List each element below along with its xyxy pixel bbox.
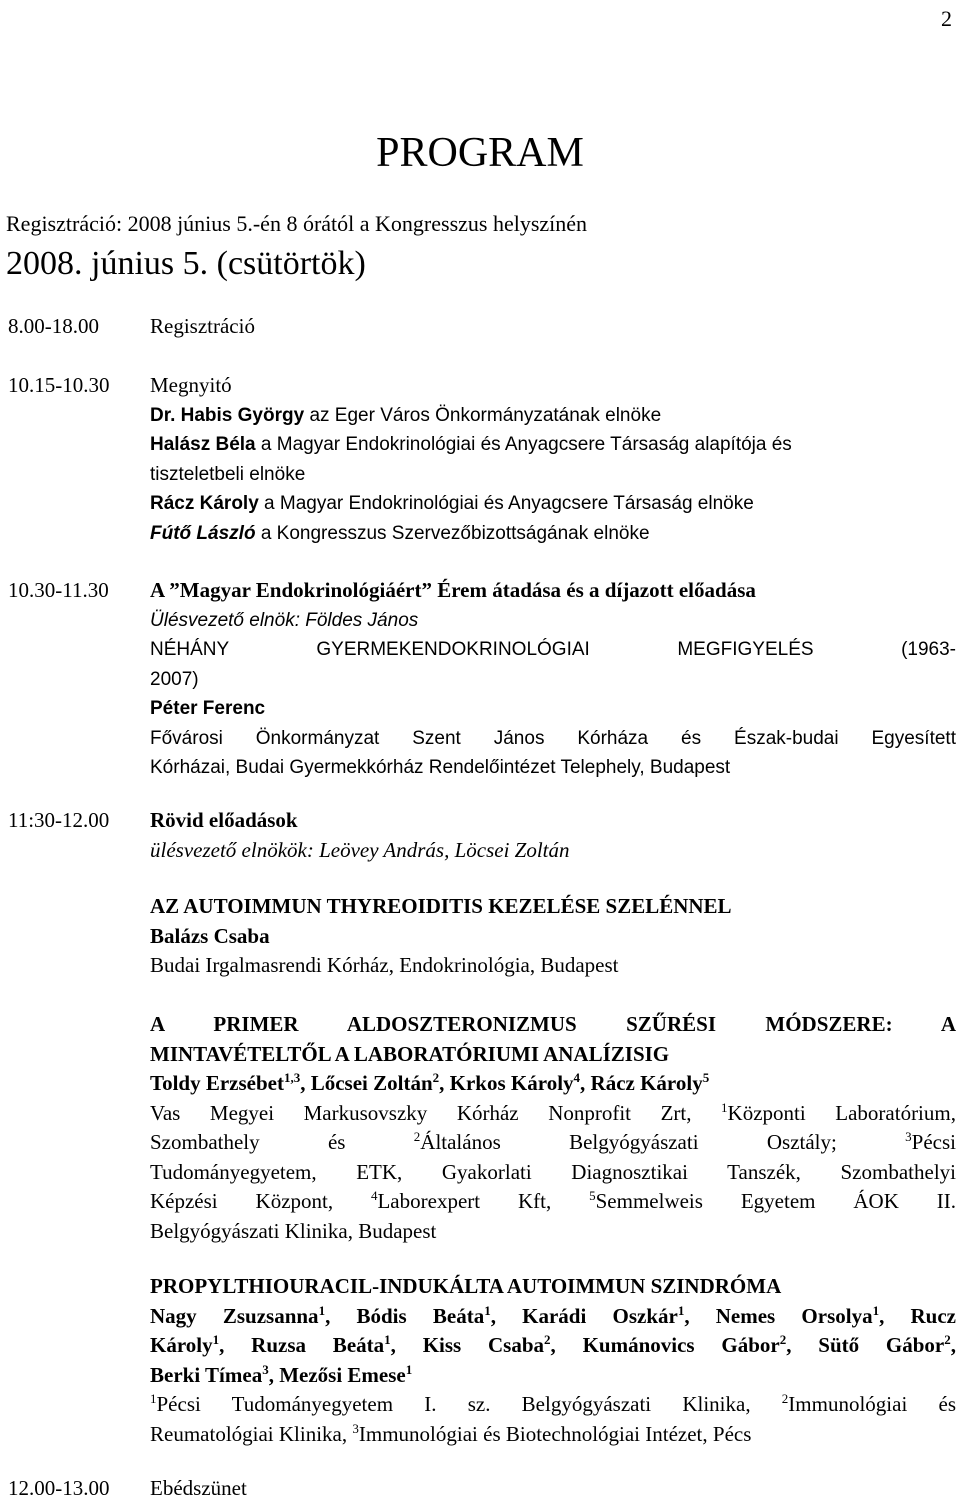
talk-affiliation: Szombathely és $^2$Általános Belgyógyászati Osztály; $^3$Pécsi xyxy=(150,1129,956,1154)
talk-2 xyxy=(150,1010,956,1246)
speaker-name: Dr. Habis György xyxy=(150,404,305,426)
lecture-title-cont: 2007) xyxy=(150,668,199,690)
session-chairs: ülésvezető elnökök: Leövey András, Löcsei Zoltán xyxy=(150,837,570,862)
session-time: 10.15-10.30 xyxy=(8,373,110,397)
talk-authors: Berki Tímea$^3$, Mezősi Emese$^1$ xyxy=(150,1361,413,1387)
session-title: Megnyitó xyxy=(150,373,232,397)
date-heading: 2008. június 5. (csütörtök) xyxy=(6,245,366,282)
talk-authors: Nagy Zsuzsanna$^1$, Bódis Beáta$^1$, Karádi Oszkár$^1$, Nemes Orsolya$^1$, Rucz xyxy=(150,1302,956,1328)
registration-line: Regisztráció: 2008 június 5.-én 8 órától a Kongresszus helyszínén xyxy=(6,211,588,236)
session-chair: Ülésvezető elnök: Földes János xyxy=(150,609,419,631)
session-opening xyxy=(150,371,956,548)
speaker-role-cont: tiszteletbeli elnöke xyxy=(150,463,306,485)
talk-affiliation: $^1$Pécsi Tudományegyetem I. sz. Belgyógyászati Klinika, $^2$Immunológiai és xyxy=(150,1391,956,1416)
page-title: PROGRAM xyxy=(376,130,584,176)
session-title: Regisztráció xyxy=(150,314,255,338)
session-time: 10.30-11.30 xyxy=(8,578,109,602)
talk-1 xyxy=(150,892,956,981)
lecture-title: NÉHÁNY GYERMEKENDOKRINOLÓGIAI MEGFIGYELÉS (1963- xyxy=(150,639,956,660)
speaker-name: Rácz Károly xyxy=(150,493,259,514)
speaker-role: a Magyar Endokrinológiai és Anyagcsere Társaság alapítója és xyxy=(255,434,792,455)
speaker-role: a Kongresszus Szervezőbizottságának elnöke xyxy=(255,522,650,544)
talk-title: A PRIMER ALDOSZTERONIZMUS SZŰRÉSI MÓDSZERE: A xyxy=(150,1012,956,1036)
talk-title: AZ AUTOIMMUN THYREOIDITIS KEZELÉSE SZELÉNNEL xyxy=(150,894,732,918)
talk-affiliation: Tudományegyetem, ETK, Gyakorlati Diagnosztikai Tanszék, Szombathelyi xyxy=(150,1159,956,1184)
talk-affiliation: Reumatológiai Klinika, $^3$Immunológiai és Biotechnológiai Intézet, Pécs xyxy=(150,1420,752,1446)
talk-affiliation-cont: Belgyógyászati Klinika, Budapest xyxy=(150,1218,437,1243)
speaker-role: a Magyar Endokrinológiai és Anyagcsere Társaság elnöke xyxy=(258,493,754,514)
lecture-speaker: Péter Ferenc xyxy=(150,698,266,719)
talk-affiliation: Budai Irgalmasrendi Kórház, Endokrinológia, Budapest xyxy=(150,953,619,977)
speaker-name: Fútő László xyxy=(150,522,256,544)
talk-author: Balázs Csaba xyxy=(150,923,270,948)
session-time: 12.00-13.00 xyxy=(8,1476,110,1500)
talk-3 xyxy=(150,1272,956,1449)
speaker-line xyxy=(150,401,956,431)
speaker-role: az Eger Város Önkormányzatának elnöke xyxy=(304,404,662,426)
session-short-talks xyxy=(150,806,956,865)
speaker-line xyxy=(150,489,956,519)
page-number: 2 xyxy=(941,6,952,31)
session-title: Rövid előadások xyxy=(150,808,298,832)
lecture-affiliation: Fővárosi Önkormányzat Szent János Kórháza és Észak-budai Egyesített xyxy=(150,727,956,749)
session-title: Ebédszünet xyxy=(150,1476,247,1500)
session-time: 8.00-18.00 xyxy=(8,314,99,338)
speaker-line xyxy=(150,519,956,549)
session-title: A ”Magyar Endokrinológiáért” Érem átadása és a díjazott előadása xyxy=(150,578,756,602)
talk-authors: Toldy Erzsébet$^{1,3}$, Lőcsei Zoltán$^2$, Krkos Károly$^4$, Rácz Károly$^5$ xyxy=(150,1070,710,1095)
talk-authors: Károly$^1$, Ruzsa Beáta$^1$, Kiss Csaba$^2$, Kumánovics Gábor$^2$, Sütő Gábor$^2$, xyxy=(150,1332,956,1357)
speaker-line xyxy=(150,430,956,460)
talk-affiliation: Vas Megyei Markusovszky Kórház Nonprofit Zrt, $^1$Központi Laboratórium, xyxy=(150,1099,956,1125)
talk-title-cont: MINTAVÉTELTŐL A LABORATÓRIUMI ANALÍZISIG xyxy=(150,1041,670,1066)
speaker-name: Halász Béla xyxy=(150,434,256,455)
lecture-affiliation-cont: Kórházai, Budai Gyermekkórház Rendelőintézet Telephely, Budapest xyxy=(150,757,731,778)
talk-affiliation: Képzési Központ, $^4$Laborexpert Kft, $^5$Semmelweis Egyetem ÁOK II. xyxy=(150,1188,956,1213)
session-award xyxy=(150,576,956,783)
session-time: 11:30-12.00 xyxy=(8,808,110,832)
talk-title: PROPYLTHIOURACIL-INDUKÁLTA AUTOIMMUN SZINDRÓMA xyxy=(150,1274,782,1298)
